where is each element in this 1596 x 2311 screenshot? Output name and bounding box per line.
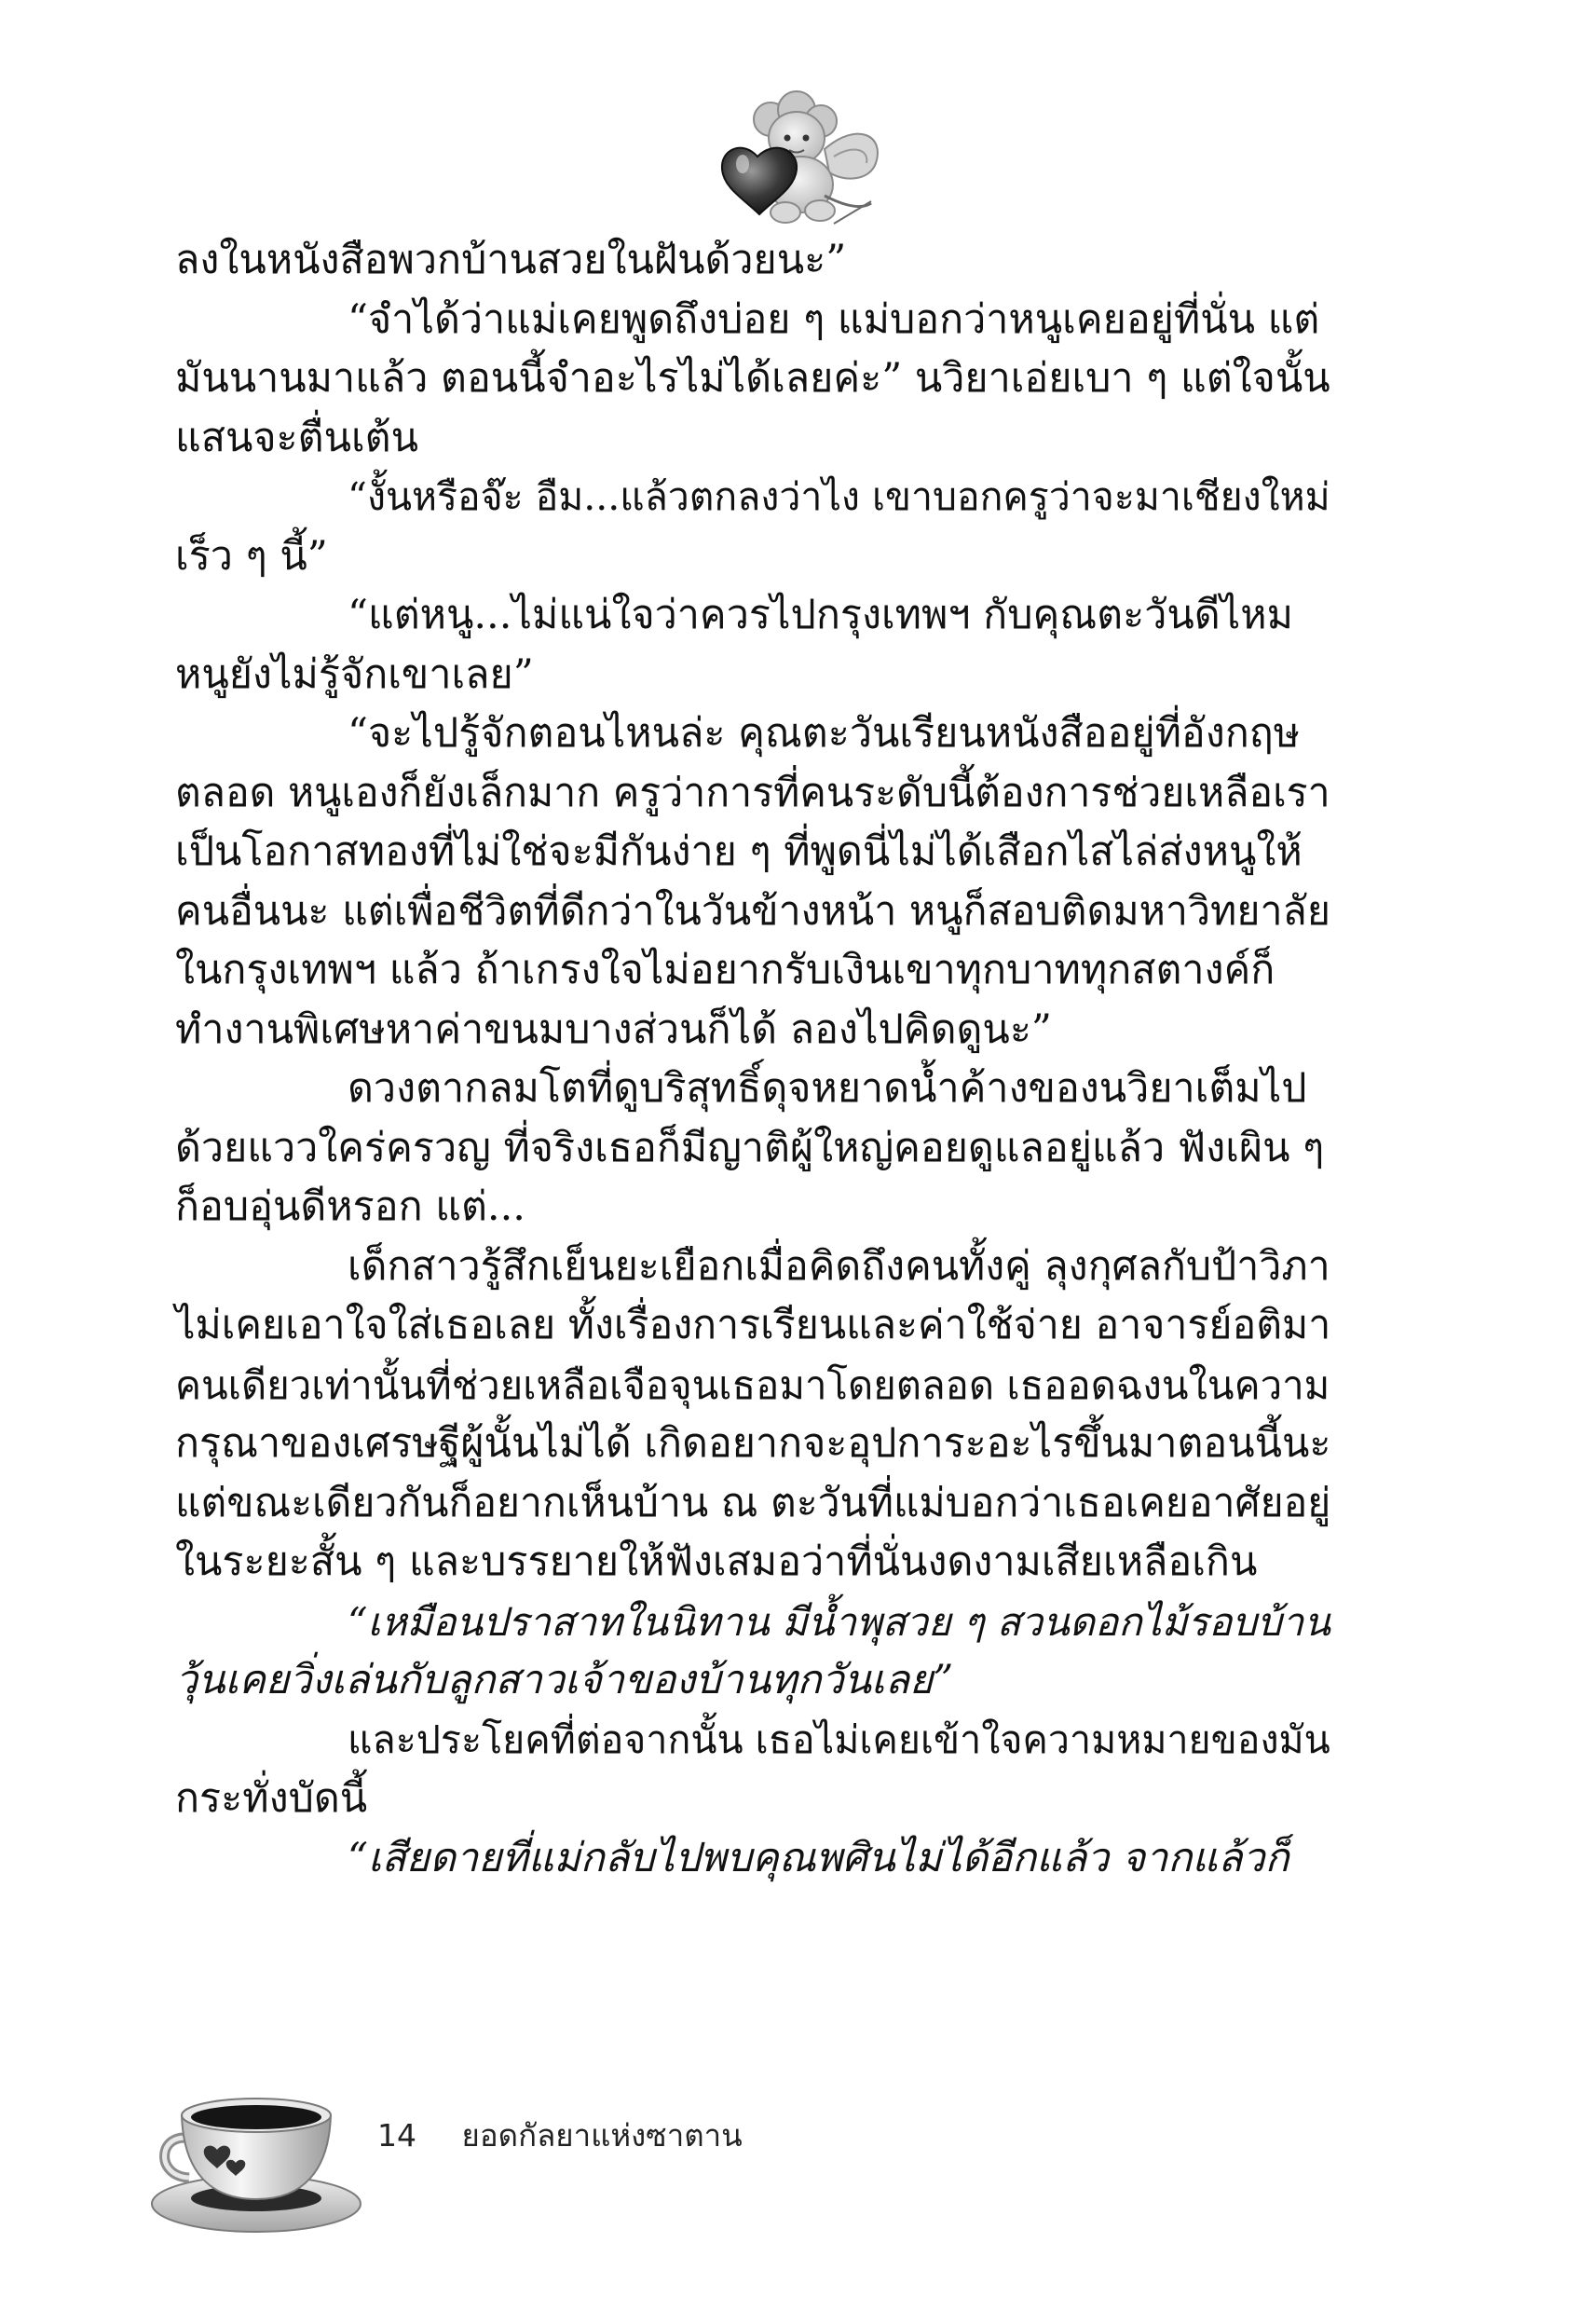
text-line: เร็ว ๆ นี้” (175, 532, 328, 580)
text-line: “งั้นหรือจ๊ะ อืม...แล้วตกลงว่าไง เขาบอกครูว่าจะมาเชียงใหม่ (348, 474, 1330, 519)
text-line: และประโยคที่ต่อจากนั้น เธอไม่เคยเข้าใจความหมายของมัน (348, 1716, 1330, 1762)
text-line: ทำงานพิเศษหาค่าขนมบางส่วนก็ได้ ลองไปคิดดูนะ” (175, 1005, 1052, 1053)
text-line: เด็กสาวรู้สึกเย็นยะเยือกเมื่อคิดถึงคนทั้งคู่ ลุงกุศลกับป้าวิภา (348, 1242, 1330, 1290)
text-line: กรุณาของเศรษฐีผู้นั้นไม่ได้ เกิดอยากจะอุปการะอะไรขึ้นมาตอนนี้นะ (175, 1420, 1331, 1467)
text-line: ลงในหนังสือพวกบ้านสวยในฝันด้วยนะ” (175, 237, 847, 283)
cupid-with-heart-icon (685, 84, 899, 233)
text-line: แสนจะตื่นเต้น (175, 414, 418, 461)
text-line: วุ้นเคยวิ่งเล่นกับลูกสาวเจ้าของบ้านทุกวันเลย” (175, 1657, 954, 1703)
text-line: ดวงตากลมโตที่ดูบริสุทธิ์ดุจหยาดน้ำค้างของนวิยาเต็มไป (348, 1065, 1307, 1112)
text-line: ไม่เคยเอาใจใส่เธอเลย ทั้งเรื่องการเรียนและค่าใช้จ่าย อาจารย์อติมา (175, 1302, 1331, 1348)
text-line: “จะไปรู้จักตอนไหนล่ะ คุณตะวันเรียนหนังสืออยู่ที่อังกฤษ (348, 710, 1301, 757)
text-line: “เสียดายที่แม่กลับไปพบคุณพศินไม่ได้อีกแล้ว จากแล้วก็ (348, 1834, 1289, 1881)
text-line: คนเดียวเท่านั้นที่ช่วยเหลือเจือจุนเธอมาโดยตลอด เธออดฉงนในความ (175, 1361, 1330, 1408)
coffee-cup-with-hearts-icon (144, 2073, 368, 2241)
text-line: แต่ขณะเดียวกันก็อยากเห็นบ้าน ณ ตะวันที่แม่บอกว่าเธอเคยอาศัยอยู่ (175, 1479, 1331, 1526)
text-line: เป็นโอกาสทองที่ไม่ใช่จะมีกันง่าย ๆ ที่พูดนี่ไม่ได้เสือกไสไล่ส่งหนูให้ (175, 828, 1303, 875)
text-line: “จำได้ว่าแม่เคยพูดถึงบ่อย ๆ แม่บอกว่าหนูเคยอยู่ที่นั่น แต่ (348, 295, 1320, 343)
text-line: ด้วยแววใคร่ครวญ ที่จริงเธอก็มีญาติผู้ใหญ่คอยดูแลอยู่แล้ว ฟังเผิน ๆ (175, 1124, 1325, 1171)
text-line: ตลอด หนูเองก็ยังเล็กมาก ครูว่าการที่คนระดับนี้ต้องการช่วยเหลือเรา (175, 769, 1330, 816)
page-footer (377, 2111, 743, 2160)
body-text (175, 231, 1330, 1888)
text-line: ก็อบอุ่นดีหรอก แต่... (175, 1183, 525, 1230)
text-line: “แต่หนู...ไม่แน่ใจว่าควรไปกรุงเทพฯ กับคุณตะวันดีไหม (348, 592, 1293, 638)
text-line: “เหมือนปราสาทในนิทาน มีน้ำพุสวย ๆ สวนดอกไม้รอบบ้าน (348, 1598, 1330, 1645)
text-line: กระทั่งบัดนี้ (175, 1775, 368, 1822)
text-line: หนูยังไม่รู้จักเขาเลย” (175, 650, 534, 698)
page-number: 14 (377, 2117, 416, 2154)
book-title: ยอดกัลยาแห่งซาตาน (461, 2117, 743, 2154)
text-line: คนอื่นนะ แต่เพื่อชีวิตที่ดีกว่าในวันข้างหน้า หนูก็สอบติดมหาวิทยาลัย (175, 887, 1330, 935)
text-line: ในกรุงเทพฯ แล้ว ถ้าเกรงใจไม่อยากรับเงินเขาทุกบาททุกสตางค์ก็ (175, 947, 1275, 993)
text-line: ในระยะสั้น ๆ และบรรยายให้ฟังเสมอว่าที่นั่นงดงามเสียเหลือเกิน (175, 1538, 1258, 1585)
text-line: มันนานมาแล้ว ตอนนี้จำอะไรไม่ได้เลยค่ะ” นวิยาเอ่ยเบา ๆ แต่ใจนั้น (175, 355, 1330, 402)
